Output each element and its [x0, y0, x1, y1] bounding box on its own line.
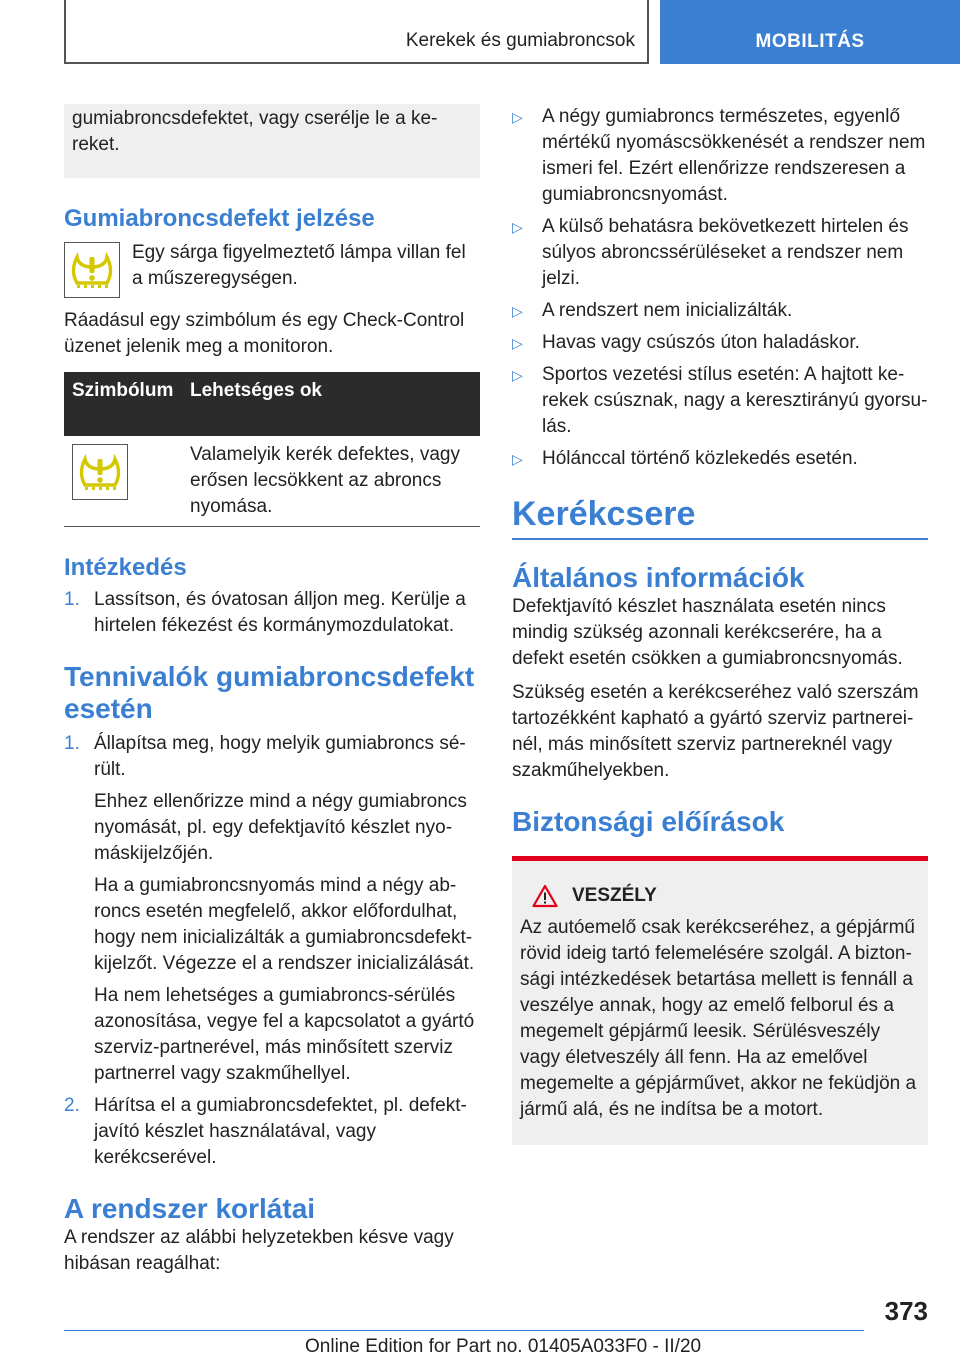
bullet-triangle-icon: ▷ — [512, 335, 523, 351]
danger-warning-box — [512, 856, 928, 1145]
warning-triangle-icon — [532, 884, 558, 908]
warning-header — [520, 883, 920, 909]
heading-todo: Tennivalók gumiabroncsdefekt esetén — [64, 660, 475, 724]
warning-text: Az autóemelő csak kerékcseréhez, a gépjármű rövid ideig tartó felemelésére szolgál. A biztonsági intézkedések betartása mellett is fennáll a veszélye annak, hogy az emelő felborul és a megemelt gépjármű leesik. Sérülésveszély vagy életveszély áll fenn. Ha az emelővel megemelte a gépjárművet, akkor ne feküdjön a jármű alá, és ne indítsa be a motort. — [520, 917, 917, 1120]
table-row — [64, 436, 480, 526]
tpms-warning-icon — [64, 242, 120, 298]
heading-defect-indication: Gumiabroncsdefekt jelzése — [64, 205, 375, 232]
heading-measures: Intézkedés — [64, 553, 187, 581]
bullet-triangle-icon: ▷ — [512, 109, 523, 125]
todo-list — [64, 731, 480, 1171]
mobility-tab[interactable]: MOBILITÁS — [660, 0, 960, 64]
bullet-triangle-icon: ▷ — [512, 219, 523, 235]
bullet-triangle-icon: ▷ — [512, 451, 523, 467]
general-info-p1: Defektjavító készlet használata esetén nincs mindig szükség azonnali kerékcserére, ha a defekt esetén csökken a gumiabroncsnyomás. — [512, 596, 903, 669]
note-box-text: gumiabroncsdefektet, vagy cserélje le a kereket. — [72, 108, 438, 155]
list-item: ▷ Havas vagy csúszós úton haladáskor. — [512, 330, 928, 356]
bullet-triangle-icon: ▷ — [512, 303, 523, 319]
note-box — [64, 104, 480, 178]
list-item: ▷ A rendszert nem inicializálták. — [512, 298, 928, 324]
wheel-change-heading-block — [512, 494, 928, 540]
list-item: ▷ Hólánccal történő közlekedés esetén. — [512, 446, 928, 472]
extra-text: Ráadásul egy szimbólum és egy Check-Control üzenet jelenik meg a monitoron. — [64, 310, 465, 357]
lamp-text: Egy sárga figyelmeztető lámpa villan fel a műszeregységen. — [132, 242, 466, 289]
lamp-row — [64, 240, 480, 298]
warning-title: VESZÉLY — [572, 885, 657, 906]
page-number: 373 — [884, 1296, 928, 1326]
bullet-triangle-icon: ▷ — [512, 367, 523, 383]
symbol-table — [64, 372, 480, 527]
heading-general-info: Általános információk — [512, 562, 805, 593]
general-info-p2: Szükség esetén a kerékcseréhez való szerszám tartozékként kapható a gyártó szerviz partnereinél, más minősített szerviz partnereknél vagy szakműhelyekben. — [512, 682, 919, 781]
list-item: 1. Állapítsa meg, hogy melyik gumiabroncs sérült. Ehhez ellenőrizze mind a négy gumiabroncs nyomását, pl. egy defektjavító készlet nyomáskijelzőjén. Ha a gumiabroncsnyomás mind a négy abroncs esetén megfelelő, akkor előfordulhat, hogy nem inicializálták a gumiabroncsdefektkijelzőt. Végezze el a rendszer inicializálását. Ha nem lehetséges a gumiabroncs-sérülés azonosítása, vegye fel a kapcsolatot a gyártó szerviz-partnerével, más minősített szerviz partnerrel vagy szakműhellyel. — [64, 732, 475, 1084]
list-item: ▷ Sportos vezetési stílus esetén: A hajtott kerekek csúsznak, nagy a keresztirányú gyorsulás. — [512, 364, 928, 437]
measures-list — [64, 587, 480, 639]
header-frame — [64, 0, 649, 64]
list-item: ▷ A külső behatásra bekövetkezett hirtelen és súlyos abroncssérüléseket a rendszer nem jelzi. — [512, 216, 909, 289]
section-title: Kerekek és gumiabroncsok — [405, 30, 635, 51]
heading-limits: A rendszer korlátai — [64, 1192, 316, 1224]
list-item: 1. Lassítson, és óvatosan álljon meg. Kerülje a hirtelen fékezést és kormánymozdulatokat. — [64, 588, 466, 636]
list-item: 2. Hárítsa el a gumiabroncsdefektet, pl. defektjavító készlet használatával, vagy kerékcserével. — [64, 1094, 467, 1168]
edition-text: Online Edition for Part no. 01405A033F0 - II/20 — [305, 1336, 702, 1357]
limits-text: A rendszer az alábbi helyzetekben késve vagy hibásan reagálhat: — [64, 1226, 454, 1274]
tpms-warning-icon — [72, 444, 128, 500]
left-column — [64, 104, 480, 1277]
footer-divider — [64, 1330, 864, 1331]
list-item: ▷ A négy gumiabroncs természetes, egyenlő mértékű nyomáscsökkenését a rendszer nem ismeri fel. Ezért ellenőrizze rendszeresen a gumiabroncsnyomást. — [512, 106, 926, 205]
right-column — [512, 104, 928, 1145]
table-header-symbol: Szimbólum — [64, 372, 182, 436]
table-cell-cause: Valamelyik kerék defektes, vagy erősen lecsökkent az abroncs nyomása. — [182, 436, 480, 526]
table-header-cause: Lehetséges ok — [182, 372, 480, 436]
limits-bullet-list — [512, 104, 928, 472]
heading-wheel-change: Kerékcsere — [512, 495, 696, 533]
heading-safety: Biztonsági előírások — [512, 806, 785, 837]
